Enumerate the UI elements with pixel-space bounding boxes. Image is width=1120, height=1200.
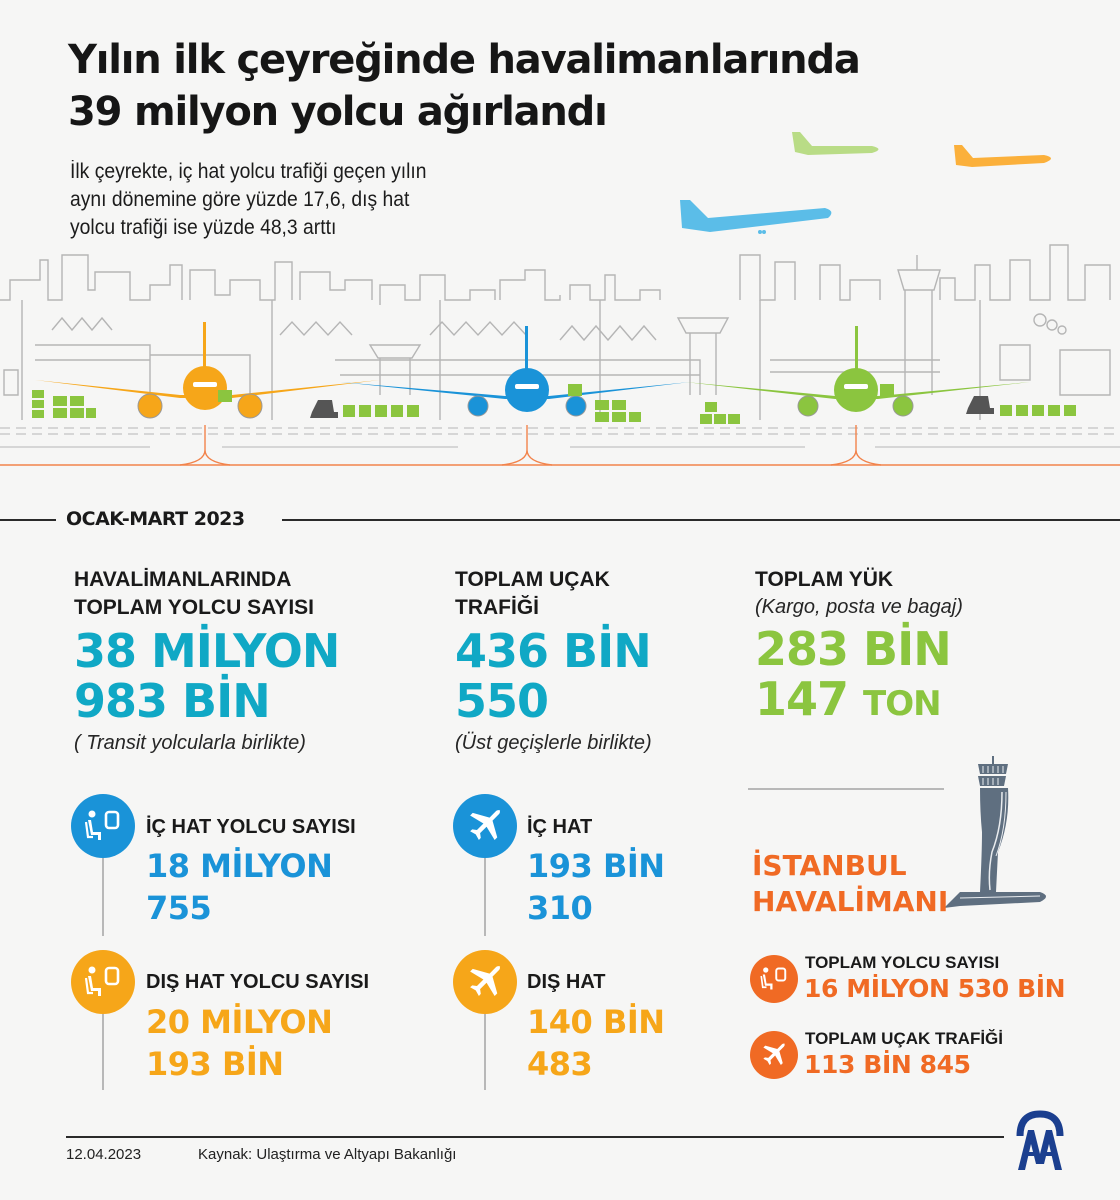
heading-line-2: TRAFİĞİ [455,596,539,619]
international-flight-value [527,1001,665,1085]
domestic-flight-circle [453,794,517,858]
timeline-connector [102,858,104,936]
domestic-flight-label: İÇ HAT [527,816,593,838]
value-line-1: 436 BİN [455,624,651,678]
title-line-2: 39 milyon yolcu ağırlandı [68,89,607,135]
subtitle-line-3: yolcu trafiği ise yüzde 48,3 arttı [70,216,337,239]
value-line-2: 550 [455,674,549,728]
value-line-1: 283 BİN [755,622,951,676]
period-label: OCAK-MART 2023 [66,508,245,530]
istanbul-flight-label: TOPLAM UÇAK TRAFİĞİ [805,1029,1004,1048]
airplane-icon [464,805,506,847]
istanbul-passenger-value: 16 MİLYON 530 BİN [804,974,1066,1003]
airport-skyline-illustration [0,120,1120,480]
value-line-1: 193 BİN [527,847,665,885]
international-passenger-value [146,1001,332,1085]
cargo-note: (Kargo, posta ve bagaj) [755,596,963,618]
seated-passenger-icon [759,964,789,994]
value-line-1: 38 MİLYON [74,624,340,678]
domestic-passenger-value [146,845,332,929]
istanbul-airport-title [752,848,948,920]
footer-divider [66,1136,1004,1138]
title-line-1: İSTANBUL [752,849,907,882]
istanbul-flight-value: 113 BİN 845 [804,1050,971,1079]
aircraft-traffic-heading [455,566,735,622]
total-cargo-heading: TOPLAM YÜK [755,568,894,591]
value-line-2: 310 [527,889,593,927]
airplane-icon [464,961,506,1003]
international-flight-label: DIŞ HAT [527,971,606,993]
seated-passenger-icon [83,962,123,1002]
seated-passenger-icon [83,806,123,846]
value-line-1: 140 BİN [527,1003,665,1041]
istanbul-flight-circle [750,1031,798,1079]
period-divider-left [0,519,56,521]
overflight-note: (Üst geçişlerle birlikte) [455,732,652,754]
aircraft-traffic-value [455,626,735,726]
value-line-2: 193 BİN [146,1045,284,1083]
istanbul-passenger-label: TOPLAM YOLCU SAYISI [805,953,1000,972]
timeline-connector [484,1014,486,1090]
timeline-connector [484,858,486,936]
total-passengers-value [74,626,434,726]
source-credit: Kaynak: Ulaştırma ve Altyapı Bakanlığı [198,1146,457,1163]
total-passengers-heading [74,566,434,622]
heading-line-2: TOPLAM YOLCU SAYISI [74,596,314,619]
domestic-passenger-label: İÇ HAT YOLCU SAYISI [146,816,356,838]
total-cargo-value [755,624,1095,729]
heading-line-1: HAVALİMANLARINDA [74,568,292,591]
domestic-flight-value [527,845,665,929]
timeline-connector [102,1014,104,1090]
period-divider-right [282,519,1120,521]
value-line-2: 755 [146,889,212,927]
title-line-2: HAVALİMANI [752,885,949,918]
title-line-1: Yılın ilk çeyreğinde havalimanlarında [68,37,860,83]
total-cargo-block [755,566,1095,729]
value-line-1: 18 MİLYON [146,847,333,885]
total-passengers-block [74,566,434,756]
subtitle-line-1: İlk çeyrekte, iç hat yolcu trafiği geçen yılın [70,160,427,183]
value-line-2: 483 [527,1045,593,1083]
value-line-1: 20 MİLYON [146,1003,333,1041]
cargo-unit: TON [863,684,941,724]
aa-logo-icon [1014,1108,1066,1172]
flying-plane-orange-icon [954,145,1051,167]
international-flight-circle [453,950,517,1014]
airplane-icon [759,1040,789,1070]
flying-plane-blue-icon [680,200,831,234]
parked-plane-blue-icon [340,326,690,416]
cargo-number: 147 [755,672,849,726]
aircraft-traffic-block [455,566,735,756]
international-passenger-label: DIŞ HAT YOLCU SAYISI [146,971,370,993]
value-line-2 [755,674,1095,729]
domestic-passenger-circle [71,794,135,858]
istanbul-divider [748,788,944,790]
publish-date: 12.04.2023 [66,1146,142,1163]
international-passenger-circle [71,950,135,1014]
transit-note: ( Transit yolcularla birlikte) [74,732,306,754]
value-line-2: 983 BİN [74,674,270,728]
istanbul-tower-icon [940,752,1060,922]
flying-plane-green-icon [792,132,879,155]
subtitle-line-2: aynı dönemine göre yüzde 17,6, dış hat [70,188,410,211]
heading-line-1: TOPLAM UÇAK [455,568,610,591]
istanbul-passenger-circle [750,955,798,1003]
